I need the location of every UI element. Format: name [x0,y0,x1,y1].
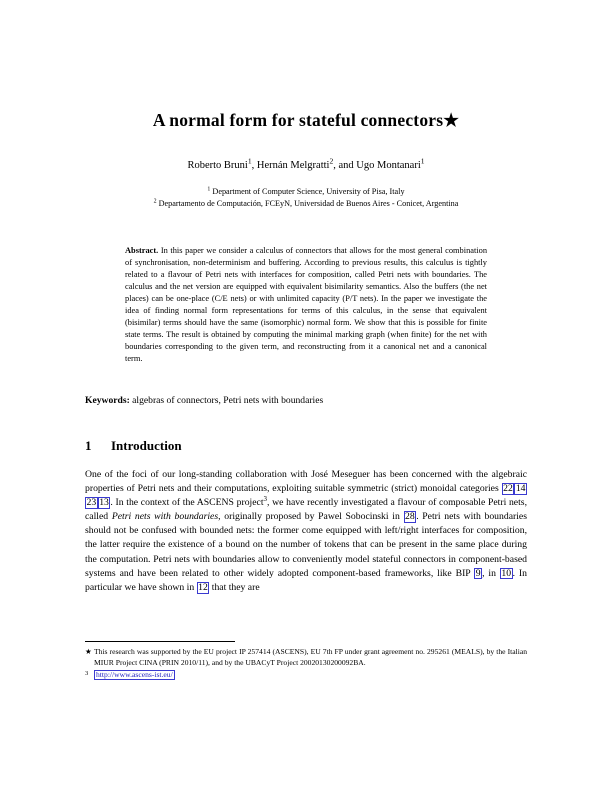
citation-ref[interactable]: 9 [475,567,481,579]
section-title: Introduction [111,437,182,453]
citation-ref[interactable]: 28 [405,511,415,523]
footnote-marker-3-bottom: 3 [85,669,89,677]
author-list: Roberto Bruni$^1$, Hernán Melgratti$^2$, and Ugo Montanari$^1$ [187,156,425,171]
keywords-label: Keywords: [85,394,130,406]
author-2-affil-marker: 2 [329,156,334,166]
abstract-label: Abstract. [125,246,159,256]
intro-text-e: . Petri nets with boundaries should not be confused with bounded nets: the former come equipped with left/right interfaces for composition, the latter require the existence of a bound on the number of tokens that can be present in the same place during the computation. Petri nets with boundaries allow to conveniently model stateful connectors in component-based systems and have been related to other widely adopted component-based frameworks, like BIP [85,511,527,579]
intro-text-b: . In the context of the ASCENS project [110,497,264,508]
keywords [85,395,527,406]
affiliation-list [85,186,527,210]
affiliation-1-marker: 1 [207,185,211,192]
footnote-url [85,670,527,681]
affiliation-2 [85,198,527,210]
keywords-text: algebras of connectors, Petri nets with boundaries [132,394,324,406]
citation-ref[interactable]: 14 [515,482,526,494]
intro-text-a: One of the foci of our long-standing collaboration with José Meseguer has been concerned with the algebraic properties of Petri nets and their computations, exploiting suitable symmetric (strict) monoidal categories [85,468,527,494]
abstract-text: In this paper we consider a calculus of connectors that allows for the most general combination of synchronisation, non-determinism and buffering. According to previous results, this calculus is tightly related to a flavour of Petri nets with interfaces for composition, called Petri nets with boundaries. The calculus and the net version are equipped with equivalent bisimilarity semantics. Also the buffers (the net places) can be one-place (C/E nets) or with unlimited capacity (P/T nets). In the paper we investigate the idea of finding normal form representations for terms of this calculus, in the sense that equivalent (bisimilar) terms should have the same (isomorphic) normal form. We show that this is possible for finite state terms. The result is obtained by computing the minimal marking graph (when finite) for the net with boundaries corresponding to the given term, and reconstructing from it a canonical net and a canonical term. [125,246,488,363]
citation-ref[interactable]: 10 [501,567,512,579]
section-number: 1 [85,437,92,453]
introduction-paragraph-1 [85,468,527,595]
footnote-marker-star: ★ [85,647,92,656]
footnote-funding [85,647,527,669]
author-1: Roberto Bruni [187,160,248,171]
affiliation-2-marker: 2 [153,197,157,204]
author-3-affil-marker: 1 [420,156,425,166]
footnote-separator [85,641,235,642]
author-2: Hernán Melgratti [256,160,330,171]
section-heading-introduction [85,438,527,454]
author-3: Ugo Montanari [356,160,421,171]
footnote-funding-text: This research was supported by the EU project IP 257414 (ASCENS), EU 7th FP under grant agreement no. 295261 (MEALS), by the Italian MIUR Project CINA (PRIN 2010/11), and by the UBACyT Project 20020130200092BA. [94,647,527,667]
intro-emphasis-1: Petri nets with boundaries [111,511,219,523]
affiliation-1 [85,186,527,198]
footnote-area [85,647,527,681]
abstract [125,245,487,364]
intro-text-h: that they are [209,581,260,593]
intro-text-g: . In particular we have shown in [85,567,527,593]
paper-content [85,0,527,595]
footnote-marker-3[interactable]: 3 [263,494,268,503]
affiliation-2-text: Departamento de Computación, FCEyN, Universidad de Buenos Aires - Conicet, Argentina [158,198,459,208]
author-1-affil-marker: 1 [247,156,252,166]
citation-ref[interactable]: 12 [198,581,208,593]
citation-ref[interactable]: 22 [503,482,513,494]
citation-ref[interactable]: 23 [86,497,97,508]
ascens-project-link[interactable]: http://www.ascens-ist.eu/ [96,669,173,679]
intro-text-f: , in [482,567,500,579]
intro-text-c: , we have recently investigated a flavour of composable Petri nets, called [85,497,527,523]
page-title: A normal form for stateful connectors★ [152,110,460,130]
affiliation-1-text: Department of Computer Science, University of Pisa, Italy [212,186,405,196]
intro-text-d: , originally proposed by Pawel Sobocinski in [218,511,404,523]
citation-ref[interactable]: 13 [99,497,109,508]
